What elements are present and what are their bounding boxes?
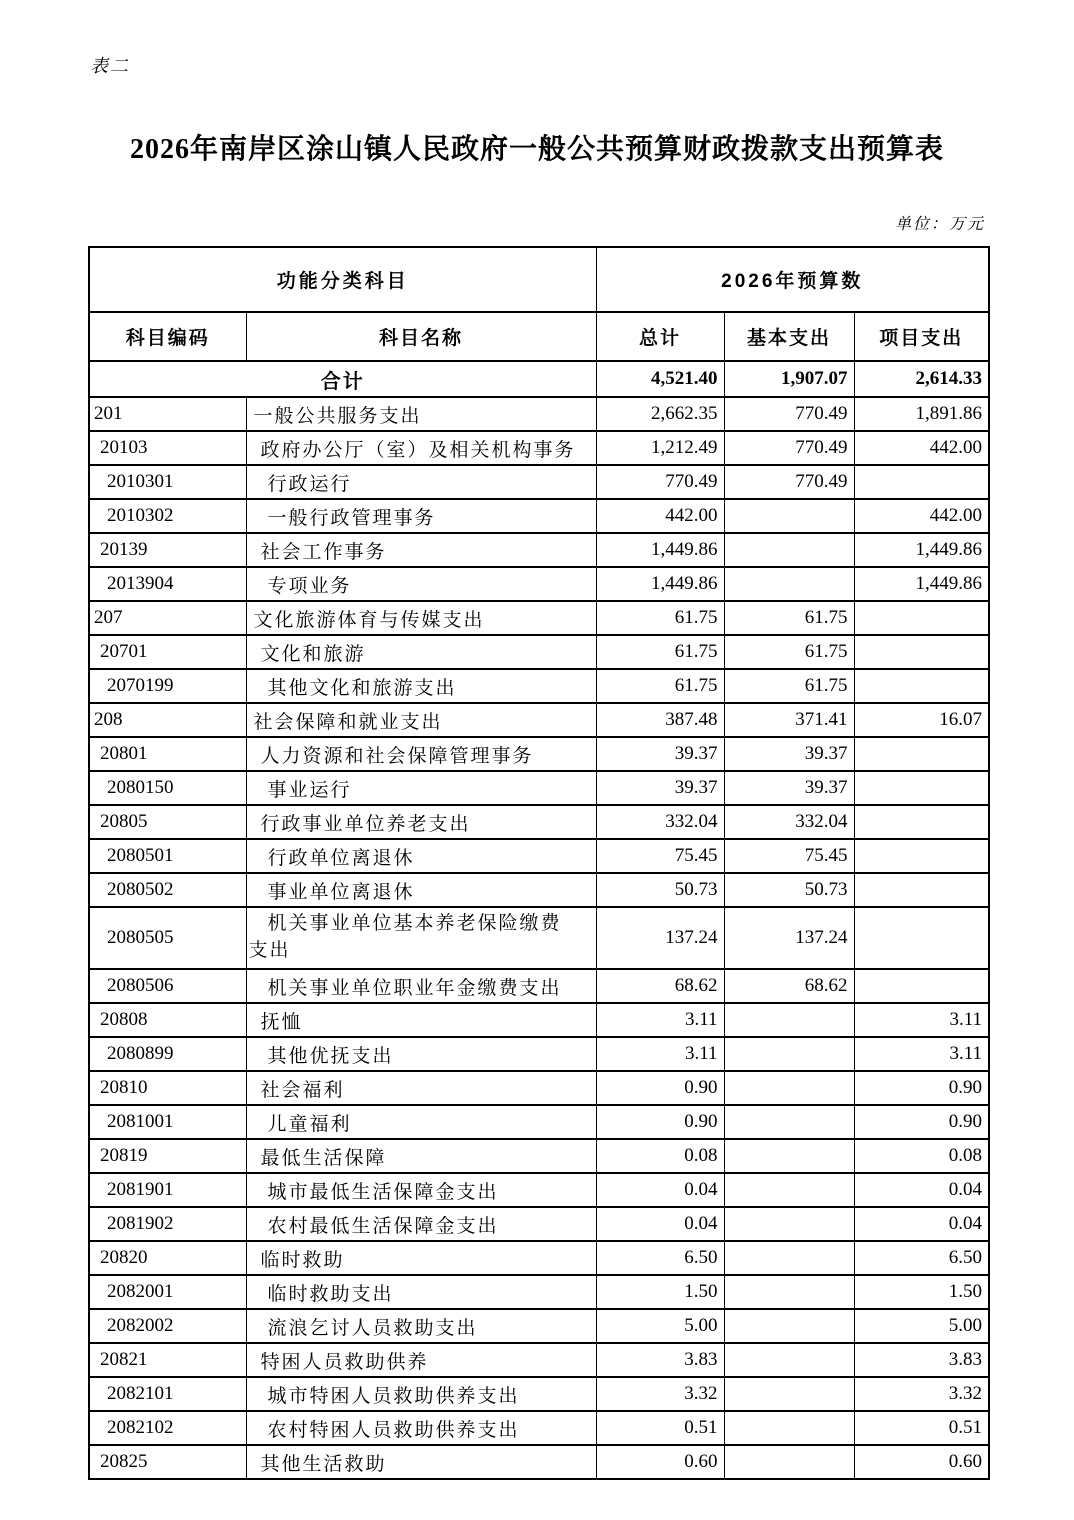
total-value-cell: 3.11 xyxy=(596,1003,724,1037)
project-expense-value-cell: 1.50 xyxy=(854,1275,989,1309)
basic-expense-value-cell: 371.41 xyxy=(724,703,854,737)
basic-expense-value-cell xyxy=(724,1241,854,1275)
table-row xyxy=(89,669,989,703)
subject-name-text: 城市特困人员救助供养支出 xyxy=(267,1385,520,1407)
subject-code-cell: 2013904 xyxy=(89,567,246,601)
subject-code-cell: 2080899 xyxy=(89,1037,246,1071)
subject-name-text: 农村最低生活保障金支出 xyxy=(267,1215,499,1237)
subject-name-cell xyxy=(246,465,596,499)
subject-name-text: 农村特困人员救助供养支出 xyxy=(267,1419,520,1441)
subject-name-text: 特困人员救助供养 xyxy=(260,1351,429,1373)
project-expense-value-cell: 0.08 xyxy=(854,1139,989,1173)
subject-name-text: 人力资源和社会保障管理事务 xyxy=(260,745,534,767)
header-group-row xyxy=(89,247,989,312)
subject-code-cell: 208 xyxy=(89,703,246,737)
basic-expense-value-cell: 61.75 xyxy=(724,669,854,703)
basic-expense-value-cell xyxy=(724,1411,854,1445)
table-number-tag: 表二 xyxy=(90,56,130,76)
header-function-category: 功能分类科目 xyxy=(89,247,596,312)
total-value-cell: 0.08 xyxy=(596,1139,724,1173)
basic-expense-value-cell: 61.75 xyxy=(724,601,854,635)
subject-name-text: 最低生活保障 xyxy=(260,1147,387,1169)
subject-name-cell xyxy=(246,1377,596,1411)
total-value-cell: 5.00 xyxy=(596,1309,724,1343)
subject-name-text: 文化旅游体育与传媒支出 xyxy=(253,609,485,631)
project-expense-value-cell: 0.90 xyxy=(854,1071,989,1105)
project-expense-value-cell: 3.32 xyxy=(854,1377,989,1411)
total-value-cell: 770.49 xyxy=(596,465,724,499)
basic-expense-value-cell xyxy=(724,567,854,601)
table-row xyxy=(89,1275,989,1309)
total-value-cell: 0.04 xyxy=(596,1173,724,1207)
project-expense-value-cell xyxy=(854,805,989,839)
table-row xyxy=(89,465,989,499)
basic-expense-value-cell: 75.45 xyxy=(724,839,854,873)
table-row xyxy=(89,1343,989,1377)
subject-name-cell xyxy=(246,703,596,737)
col-header-basic-expense: 基本支出 xyxy=(724,312,854,361)
subject-code-cell: 2010301 xyxy=(89,465,246,499)
subject-name-cell xyxy=(246,737,596,771)
grand-total-project-value: 2,614.33 xyxy=(854,361,989,397)
project-expense-value-cell xyxy=(854,465,989,499)
subject-code-cell: 2080502 xyxy=(89,873,246,907)
project-expense-value-cell: 0.60 xyxy=(854,1445,989,1479)
subject-code-cell: 2080505 xyxy=(89,907,246,969)
subject-name-cell xyxy=(246,1309,596,1343)
subject-name-text: 一般公共服务支出 xyxy=(253,405,422,427)
basic-expense-value-cell xyxy=(724,1003,854,1037)
subject-name-cell xyxy=(246,1241,596,1275)
table-row xyxy=(89,635,989,669)
total-value-cell: 1,449.86 xyxy=(596,567,724,601)
table-row xyxy=(89,499,989,533)
col-header-subject-code: 科目编码 xyxy=(89,312,246,361)
total-value-cell: 75.45 xyxy=(596,839,724,873)
subject-code-cell: 20808 xyxy=(89,1003,246,1037)
basic-expense-value-cell: 770.49 xyxy=(724,397,854,431)
subject-code-cell: 2082101 xyxy=(89,1377,246,1411)
basic-expense-value-cell xyxy=(724,533,854,567)
subject-name-text: 一般行政管理事务 xyxy=(267,507,436,529)
table-row xyxy=(89,1139,989,1173)
total-value-cell: 0.51 xyxy=(596,1411,724,1445)
table-row xyxy=(89,873,989,907)
total-value-cell: 0.90 xyxy=(596,1071,724,1105)
col-header-subject-name: 科目名称 xyxy=(246,312,596,361)
subject-name-cell xyxy=(246,1343,596,1377)
subject-code-cell: 2010302 xyxy=(89,499,246,533)
subject-name-cell xyxy=(246,907,596,969)
table-row xyxy=(89,737,989,771)
grand-total-value: 4,521.40 xyxy=(596,361,724,397)
table-row xyxy=(89,771,989,805)
total-value-cell: 332.04 xyxy=(596,805,724,839)
subject-code-cell: 2082002 xyxy=(89,1309,246,1343)
project-expense-value-cell xyxy=(854,601,989,635)
basic-expense-value-cell: 137.24 xyxy=(724,907,854,969)
project-expense-value-cell xyxy=(854,969,989,1003)
project-expense-value-cell xyxy=(854,873,989,907)
project-expense-value-cell: 16.07 xyxy=(854,703,989,737)
page-title: 2026年南岸区涂山镇人民政府一般公共预算财政拨款支出预算表 xyxy=(129,134,944,165)
basic-expense-value-cell xyxy=(724,1207,854,1241)
subject-name-cell xyxy=(246,1411,596,1445)
basic-expense-value-cell xyxy=(724,1071,854,1105)
subject-name-cell xyxy=(246,499,596,533)
total-value-cell: 137.24 xyxy=(596,907,724,969)
subject-name-cell xyxy=(246,1003,596,1037)
subject-code-cell: 20801 xyxy=(89,737,246,771)
total-value-cell: 0.90 xyxy=(596,1105,724,1139)
subject-name-cell xyxy=(246,969,596,1003)
table-row xyxy=(89,1207,989,1241)
basic-expense-value-cell xyxy=(724,1275,854,1309)
basic-expense-value-cell: 770.49 xyxy=(724,431,854,465)
table-row xyxy=(89,1241,989,1275)
subject-name-text: 其他生活救助 xyxy=(260,1453,387,1475)
table-row xyxy=(89,1071,989,1105)
table-row xyxy=(89,1037,989,1071)
subject-name-text: 社会工作事务 xyxy=(260,541,387,563)
total-value-cell: 61.75 xyxy=(596,669,724,703)
total-value-cell: 61.75 xyxy=(596,635,724,669)
subject-name-text: 其他优抚支出 xyxy=(267,1045,394,1067)
budget-table xyxy=(88,246,990,1480)
header-column-row xyxy=(89,312,989,361)
table-row xyxy=(89,805,989,839)
table-row xyxy=(89,839,989,873)
project-expense-value-cell: 5.00 xyxy=(854,1309,989,1343)
table-row xyxy=(89,1309,989,1343)
subject-name-text: 儿童福利 xyxy=(267,1113,352,1135)
col-header-project-expense: 项目支出 xyxy=(854,312,989,361)
subject-name-cell xyxy=(246,1207,596,1241)
grand-total-label: 合计 xyxy=(89,361,596,397)
subject-name-text: 事业单位离退休 xyxy=(267,881,415,903)
table-row xyxy=(89,397,989,431)
subject-name-cell xyxy=(246,635,596,669)
basic-expense-value-cell xyxy=(724,1377,854,1411)
project-expense-value-cell xyxy=(854,669,989,703)
subject-name-text: 临时救助支出 xyxy=(267,1283,394,1305)
grand-total-basic-value: 1,907.07 xyxy=(724,361,854,397)
basic-expense-value-cell xyxy=(724,499,854,533)
project-expense-value-cell: 0.04 xyxy=(854,1173,989,1207)
table-row xyxy=(89,431,989,465)
subject-name-cell xyxy=(246,1105,596,1139)
subject-code-cell: 20805 xyxy=(89,805,246,839)
basic-expense-value-cell xyxy=(724,1037,854,1071)
subject-name-cell xyxy=(246,1139,596,1173)
subject-name-text: 抚恤 xyxy=(260,1011,303,1033)
project-expense-value-cell: 3.83 xyxy=(854,1343,989,1377)
subject-name-text: 事业运行 xyxy=(267,779,352,801)
project-expense-value-cell xyxy=(854,771,989,805)
total-value-cell: 68.62 xyxy=(596,969,724,1003)
subject-name-cell xyxy=(246,1173,596,1207)
subject-code-cell: 2082102 xyxy=(89,1411,246,1445)
project-expense-value-cell: 1,891.86 xyxy=(854,397,989,431)
project-expense-value-cell: 3.11 xyxy=(854,1003,989,1037)
subject-code-cell: 20821 xyxy=(89,1343,246,1377)
subject-code-cell: 2080150 xyxy=(89,771,246,805)
total-value-cell: 50.73 xyxy=(596,873,724,907)
basic-expense-value-cell: 770.49 xyxy=(724,465,854,499)
subject-name-text: 其他文化和旅游支出 xyxy=(267,677,457,699)
basic-expense-value-cell xyxy=(724,1173,854,1207)
table-row xyxy=(89,601,989,635)
table-row xyxy=(89,907,989,969)
subject-code-cell: 20819 xyxy=(89,1139,246,1173)
basic-expense-value-cell xyxy=(724,1105,854,1139)
subject-name-text: 文化和旅游 xyxy=(260,643,366,665)
subject-name-text: 专项业务 xyxy=(267,575,352,597)
subject-name-cell xyxy=(246,567,596,601)
project-expense-value-cell: 0.90 xyxy=(854,1105,989,1139)
subject-code-cell: 2081902 xyxy=(89,1207,246,1241)
subject-code-cell: 20103 xyxy=(89,431,246,465)
project-expense-value-cell xyxy=(854,907,989,969)
subject-code-cell: 2070199 xyxy=(89,669,246,703)
total-value-cell: 1,449.86 xyxy=(596,533,724,567)
table-row xyxy=(89,1445,989,1479)
table-row xyxy=(89,1377,989,1411)
subject-code-cell: 2081001 xyxy=(89,1105,246,1139)
subject-code-cell: 20810 xyxy=(89,1071,246,1105)
subject-code-cell: 20139 xyxy=(89,533,246,567)
subject-name-text: 流浪乞讨人员救助支出 xyxy=(267,1317,478,1339)
total-value-cell: 0.04 xyxy=(596,1207,724,1241)
subject-code-cell: 2080506 xyxy=(89,969,246,1003)
project-expense-value-cell: 3.11 xyxy=(854,1037,989,1071)
table-row xyxy=(89,1411,989,1445)
basic-expense-value-cell xyxy=(724,1343,854,1377)
subject-name-cell xyxy=(246,839,596,873)
project-expense-value-cell xyxy=(854,737,989,771)
project-expense-value-cell: 6.50 xyxy=(854,1241,989,1275)
project-expense-value-cell: 442.00 xyxy=(854,431,989,465)
subject-code-cell: 2082001 xyxy=(89,1275,246,1309)
subject-code-cell: 20825 xyxy=(89,1445,246,1479)
subject-code-cell: 201 xyxy=(89,397,246,431)
subject-name-text: 机关事业单位基本养老保险缴费支出 xyxy=(248,913,562,961)
total-value-cell: 1.50 xyxy=(596,1275,724,1309)
subject-name-cell xyxy=(246,873,596,907)
table-row xyxy=(89,969,989,1003)
subject-name-cell xyxy=(246,397,596,431)
total-value-cell: 39.37 xyxy=(596,771,724,805)
unit-label: 单位：万元 xyxy=(894,216,985,233)
subject-name-text: 社会福利 xyxy=(260,1079,345,1101)
basic-expense-value-cell xyxy=(724,1445,854,1479)
table-row xyxy=(89,1105,989,1139)
subject-name-text: 行政事业单位养老支出 xyxy=(260,813,471,835)
subject-name-cell xyxy=(246,1037,596,1071)
subject-name-cell xyxy=(246,1275,596,1309)
subject-name-text: 城市最低生活保障金支出 xyxy=(267,1181,499,1203)
project-expense-value-cell: 0.51 xyxy=(854,1411,989,1445)
total-value-cell: 442.00 xyxy=(596,499,724,533)
total-value-cell: 3.11 xyxy=(596,1037,724,1071)
basic-expense-value-cell: 332.04 xyxy=(724,805,854,839)
basic-expense-value-cell xyxy=(724,1309,854,1343)
subject-code-cell: 20820 xyxy=(89,1241,246,1275)
project-expense-value-cell: 1,449.86 xyxy=(854,533,989,567)
total-value-cell: 0.60 xyxy=(596,1445,724,1479)
col-header-total: 总计 xyxy=(596,312,724,361)
table-row xyxy=(89,1173,989,1207)
subject-name-cell xyxy=(246,1071,596,1105)
total-value-cell: 39.37 xyxy=(596,737,724,771)
project-expense-value-cell: 0.04 xyxy=(854,1207,989,1241)
basic-expense-value-cell: 50.73 xyxy=(724,873,854,907)
table-row xyxy=(89,703,989,737)
subject-name-text: 政府办公厅（室）及相关机构事务 xyxy=(260,439,576,461)
subject-code-cell: 2081901 xyxy=(89,1173,246,1207)
project-expense-value-cell xyxy=(854,635,989,669)
total-value-cell: 6.50 xyxy=(596,1241,724,1275)
basic-expense-value-cell: 39.37 xyxy=(724,737,854,771)
table-row xyxy=(89,1003,989,1037)
subject-name-cell xyxy=(246,431,596,465)
subject-name-cell xyxy=(246,1445,596,1479)
basic-expense-value-cell: 61.75 xyxy=(724,635,854,669)
total-value-cell: 387.48 xyxy=(596,703,724,737)
subject-name-text: 机关事业单位职业年金缴费支出 xyxy=(267,977,562,999)
total-value-cell: 61.75 xyxy=(596,601,724,635)
basic-expense-value-cell: 68.62 xyxy=(724,969,854,1003)
subject-name-text: 社会保障和就业支出 xyxy=(253,711,443,733)
project-expense-value-cell: 1,449.86 xyxy=(854,567,989,601)
subject-code-cell: 20701 xyxy=(89,635,246,669)
subject-code-cell: 207 xyxy=(89,601,246,635)
subject-name-cell xyxy=(246,601,596,635)
project-expense-value-cell: 442.00 xyxy=(854,499,989,533)
header-budget-year: 2026年预算数 xyxy=(596,247,989,312)
subject-name-text: 行政单位离退休 xyxy=(267,847,415,869)
table-row xyxy=(89,567,989,601)
basic-expense-value-cell: 39.37 xyxy=(724,771,854,805)
basic-expense-value-cell xyxy=(724,1139,854,1173)
subject-name-cell xyxy=(246,805,596,839)
grand-total-row xyxy=(89,361,989,397)
subject-name-cell xyxy=(246,533,596,567)
subject-code-cell: 2080501 xyxy=(89,839,246,873)
total-value-cell: 1,212.49 xyxy=(596,431,724,465)
subject-name-text: 临时救助 xyxy=(260,1249,345,1271)
total-value-cell: 2,662.35 xyxy=(596,397,724,431)
subject-name-cell xyxy=(246,669,596,703)
subject-name-text: 行政运行 xyxy=(267,473,352,495)
table-row xyxy=(89,533,989,567)
total-value-cell: 3.32 xyxy=(596,1377,724,1411)
project-expense-value-cell xyxy=(854,839,989,873)
total-value-cell: 3.83 xyxy=(596,1343,724,1377)
subject-name-cell xyxy=(246,771,596,805)
